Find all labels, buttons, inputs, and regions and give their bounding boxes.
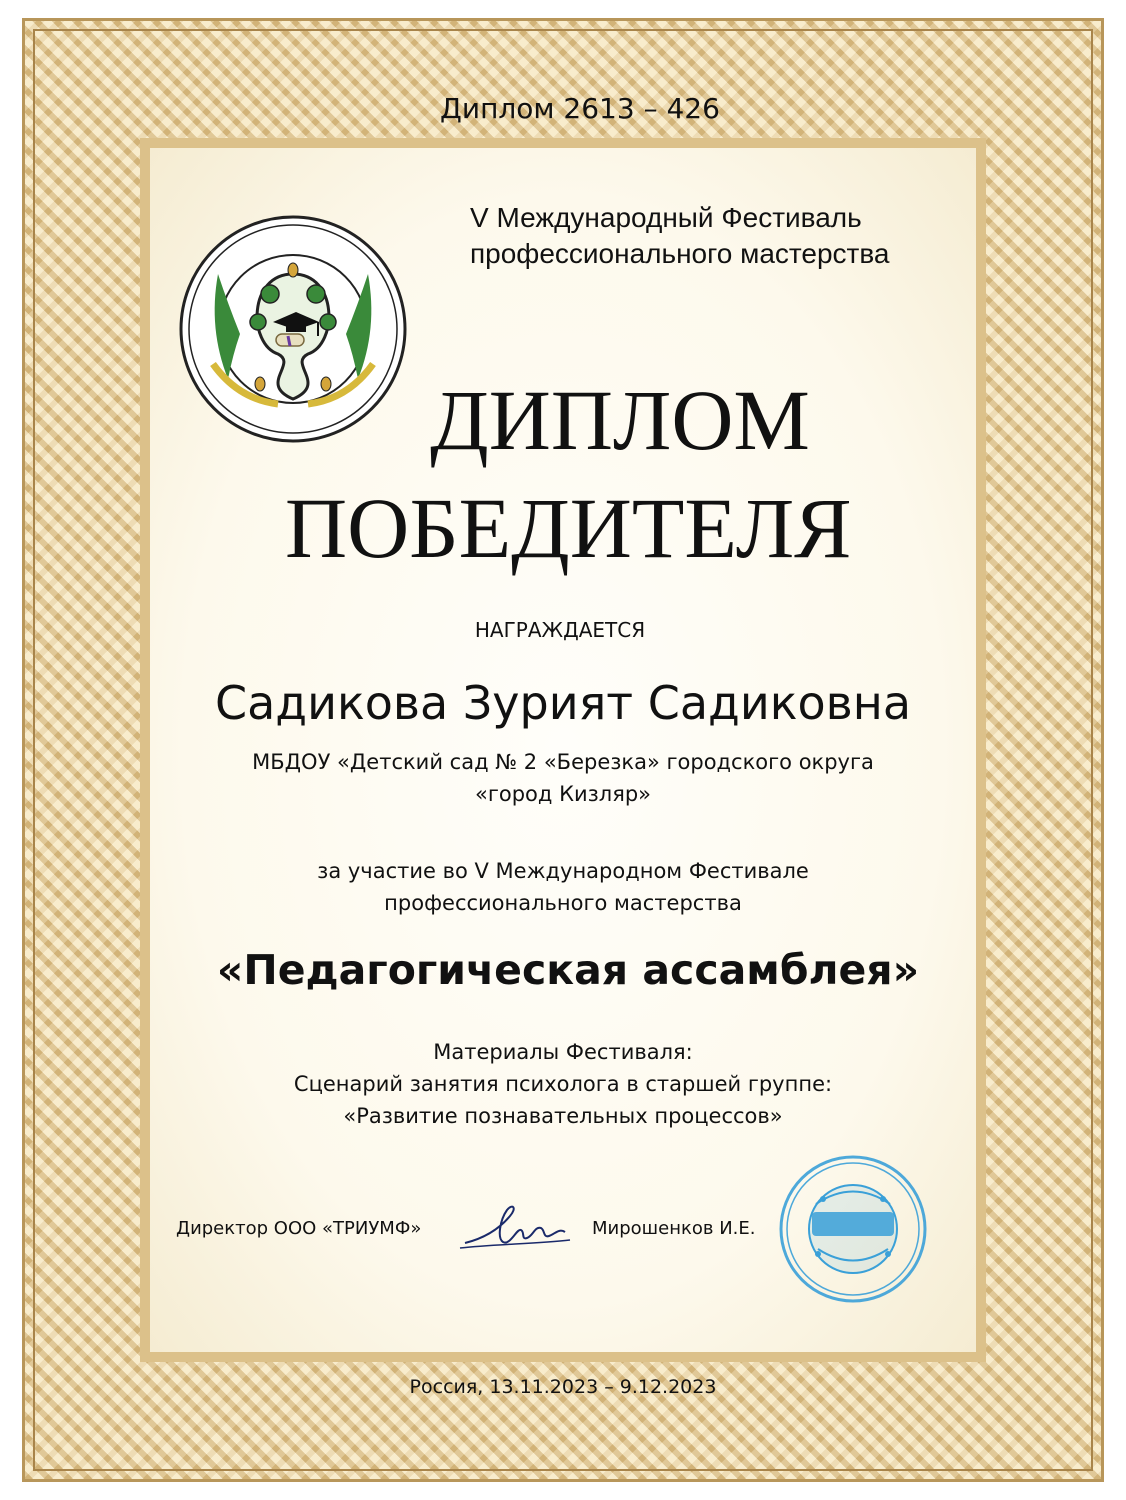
materials-block	[150, 1036, 976, 1132]
participation-text	[150, 855, 976, 919]
awarded-label: НАГРАЖДАЕТСЯ	[474, 618, 646, 642]
director-name: Мирошенков И.Е.	[592, 1218, 756, 1239]
pedagogical-assembly-emblem-icon	[178, 214, 408, 444]
place-and-dates: Россия, 13.11.2023 – 9.12.2023	[409, 1376, 717, 1398]
diploma-title-line2: ПОБЕДИТЕЛЯ	[285, 480, 852, 576]
triumph-stamp-icon	[778, 1154, 928, 1304]
materials-line-1: Сценарий занятия психолога в старшей группе:	[293, 1072, 833, 1096]
organization-line-1: МБДОУ «Детский сад № 2 «Березка» городского округа	[252, 750, 874, 774]
diploma-number: Диплом 2613 – 426	[440, 92, 720, 125]
organization-line-2: «город Кизляр»	[474, 782, 652, 806]
recipient-name: Садикова Зурият Садиковна	[214, 676, 912, 730]
festival-name: «Педагогическая ассамблея»	[216, 946, 920, 994]
participation-line-1: за участие во V Международном Фестивале	[317, 859, 809, 883]
director-title: Директор ООО «ТРИУМФ»	[176, 1218, 422, 1239]
festival-title: V Международный Фестиваль профессионального мастерства	[470, 202, 890, 269]
materials-line-2: «Развитие познавательных процессов»	[343, 1104, 783, 1128]
participation-line-2: профессионального мастерства	[384, 891, 742, 915]
diploma-title-line1: ДИПЛОМ	[430, 372, 810, 468]
materials-label: Материалы Фестиваля:	[433, 1040, 693, 1064]
organization	[150, 746, 976, 810]
handwritten-signature-icon	[455, 1198, 575, 1258]
